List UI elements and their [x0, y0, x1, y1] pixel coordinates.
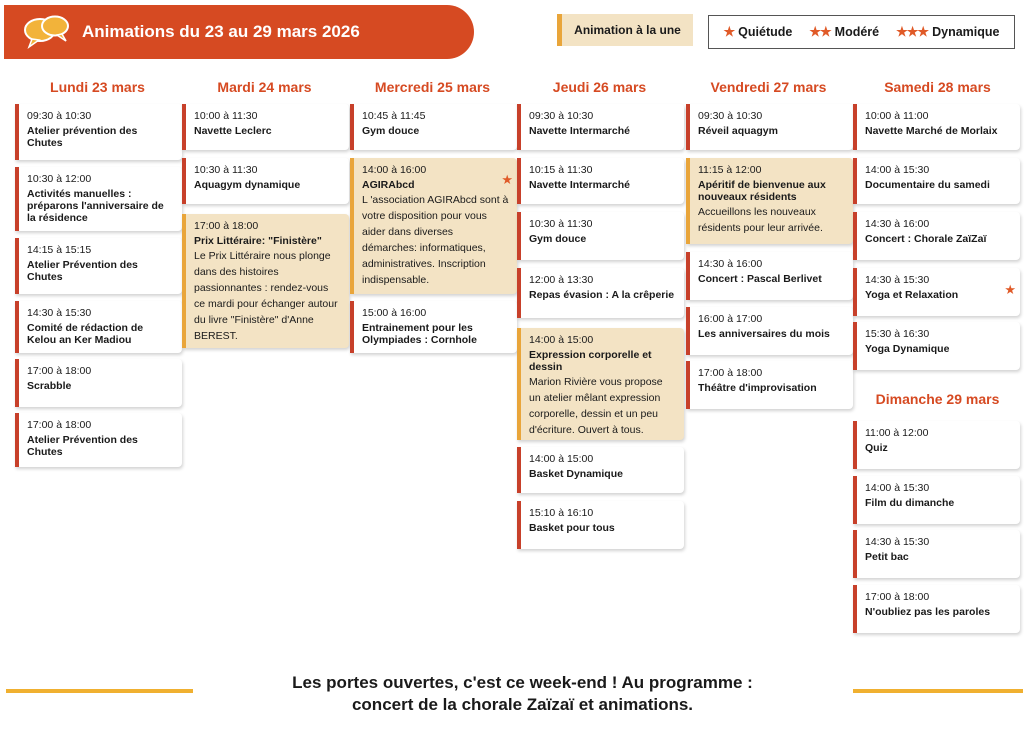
intensity-legend	[708, 15, 1015, 49]
legend-quietude: ★ Quiétude	[723, 24, 793, 39]
star-icon: ★	[1004, 282, 1016, 297]
footer-divider-right	[853, 689, 1023, 693]
footer-announcement: Les portes ouvertes, c'est ce week-end ! Au programme : concert de la chorale Zaïzaï et animations.	[292, 673, 753, 714]
star-icon: ★	[501, 172, 513, 187]
day-title-vendredi: Vendredi 27 mars	[710, 79, 827, 95]
event-card: 09:30 à 10:30 Atelier prévention des Chutes	[15, 104, 182, 160]
event-card: 09:30 à 10:30 Réveil aquagym	[686, 104, 853, 150]
event-card: ★ 14:30 à 15:30 Yoga et Relaxation	[853, 268, 1020, 316]
event-card: 10:45 à 11:45 Gym douce	[350, 104, 517, 150]
event-card: 14:30 à 16:00 Concert : Chorale ZaïZaï	[853, 212, 1020, 260]
event-card: 14:00 à 15:00 Basket Dynamique	[517, 447, 684, 493]
speech-bubbles-icon	[22, 13, 72, 53]
star-icon: ★★	[809, 24, 831, 39]
event-card: 10:15 à 11:30 Navette Intermarché	[517, 158, 684, 204]
event-card: 15:00 à 16:00 Entrainement pour les Olympiades : Cornhole	[350, 301, 517, 353]
event-card: 14:00 à 15:30 Film du dimanche	[853, 476, 1020, 524]
page-title: Animations du 23 au 29 mars 2026	[82, 22, 360, 41]
event-card-featured: 17:00 à 18:00 Prix Littéraire: "Finistère" Le Prix Littéraire nous plonge dans des histoires passionnantes : rendez-vous ce mardi pour échanger autour du livre "Finistère" d'Anne BEREST.	[182, 214, 349, 348]
day-title-mercredi: Mercredi 25 mars	[374, 79, 491, 95]
legend-modere: ★★ Modéré	[809, 24, 880, 39]
legend-dynamique: ★★★ Dynamique	[896, 24, 1000, 39]
event-card: 14:30 à 16:00 Concert : Pascal Berlivet	[686, 252, 853, 300]
event-card: 17:00 à 18:00 Théâtre d'improvisation	[686, 361, 853, 409]
event-card: 09:30 à 10:30 Navette Intermarché	[517, 104, 684, 150]
event-card-featured: 11:15 à 12:00 Apéritif de bienvenue aux nouveaux résidents Accueillons les nouveaux résidents pour leur arrivée.	[686, 158, 853, 244]
star-icon: ★	[723, 24, 735, 39]
featured-legend: Animation à la une	[557, 14, 693, 46]
event-card: 17:00 à 18:00 N'oubliez pas les paroles	[853, 585, 1020, 633]
footer-divider-left	[6, 689, 193, 693]
event-card: 11:00 à 12:00 Quiz	[853, 421, 1020, 469]
event-card: 16:00 à 17:00 Les anniversaires du mois	[686, 307, 853, 355]
event-card: 15:10 à 16:10 Basket pour tous	[517, 501, 684, 549]
event-card: 15:30 à 16:30 Yoga Dynamique	[853, 322, 1020, 370]
event-card: 10:30 à 11:30 Aquagym dynamique	[182, 158, 349, 204]
event-card: 17:00 à 18:00 Scrabble	[15, 359, 182, 407]
event-card: 14:30 à 15:30 Petit bac	[853, 530, 1020, 578]
event-card-featured: ★ 14:00 à 16:00 AGIRAbcd L 'association AGIRAbcd sont à votre disposition pour vous aider dans diverses démarches: informatiques, administratives. Inscription indispensable.	[350, 158, 517, 294]
event-card-featured: 14:00 à 15:00 Expression corporelle et dessin Marion Rivière vous propose un atelier mêlant expression corporelle, dessin et un peu d'écriture. Ouvert à tous.	[517, 328, 684, 440]
event-card: 14:15 à 15:15 Atelier Prévention des Chutes	[15, 238, 182, 294]
event-card: 14:00 à 15:30 Documentaire du samedi	[853, 158, 1020, 204]
event-card: 10:30 à 11:30 Gym douce	[517, 212, 684, 260]
day-title-mardi: Mardi 24 mars	[217, 79, 312, 95]
day-title-samedi: Samedi 28 mars	[884, 79, 991, 95]
header-banner	[4, 5, 474, 59]
event-card: 10:00 à 11:00 Navette Marché de Morlaix	[853, 104, 1020, 150]
day-title-jeudi: Jeudi 26 mars	[552, 79, 647, 95]
event-card: 14:30 à 15:30 Comité de rédaction de Kelou an Ker Madiou	[15, 301, 182, 353]
day-title-lundi: Lundi 23 mars	[50, 79, 145, 95]
event-card: 10:30 à 12:00 Activités manuelles : préparons l'anniversaire de la résidence	[15, 167, 182, 231]
event-card: 17:00 à 18:00 Atelier Prévention des Chutes	[15, 413, 182, 467]
day-title-dimanche: Dimanche 29 mars	[875, 391, 1000, 407]
event-card: 12:00 à 13:30 Repas évasion : A la crêperie	[517, 268, 684, 318]
star-icon: ★★★	[896, 24, 929, 39]
event-card: 10:00 à 11:30 Navette Leclerc	[182, 104, 349, 150]
